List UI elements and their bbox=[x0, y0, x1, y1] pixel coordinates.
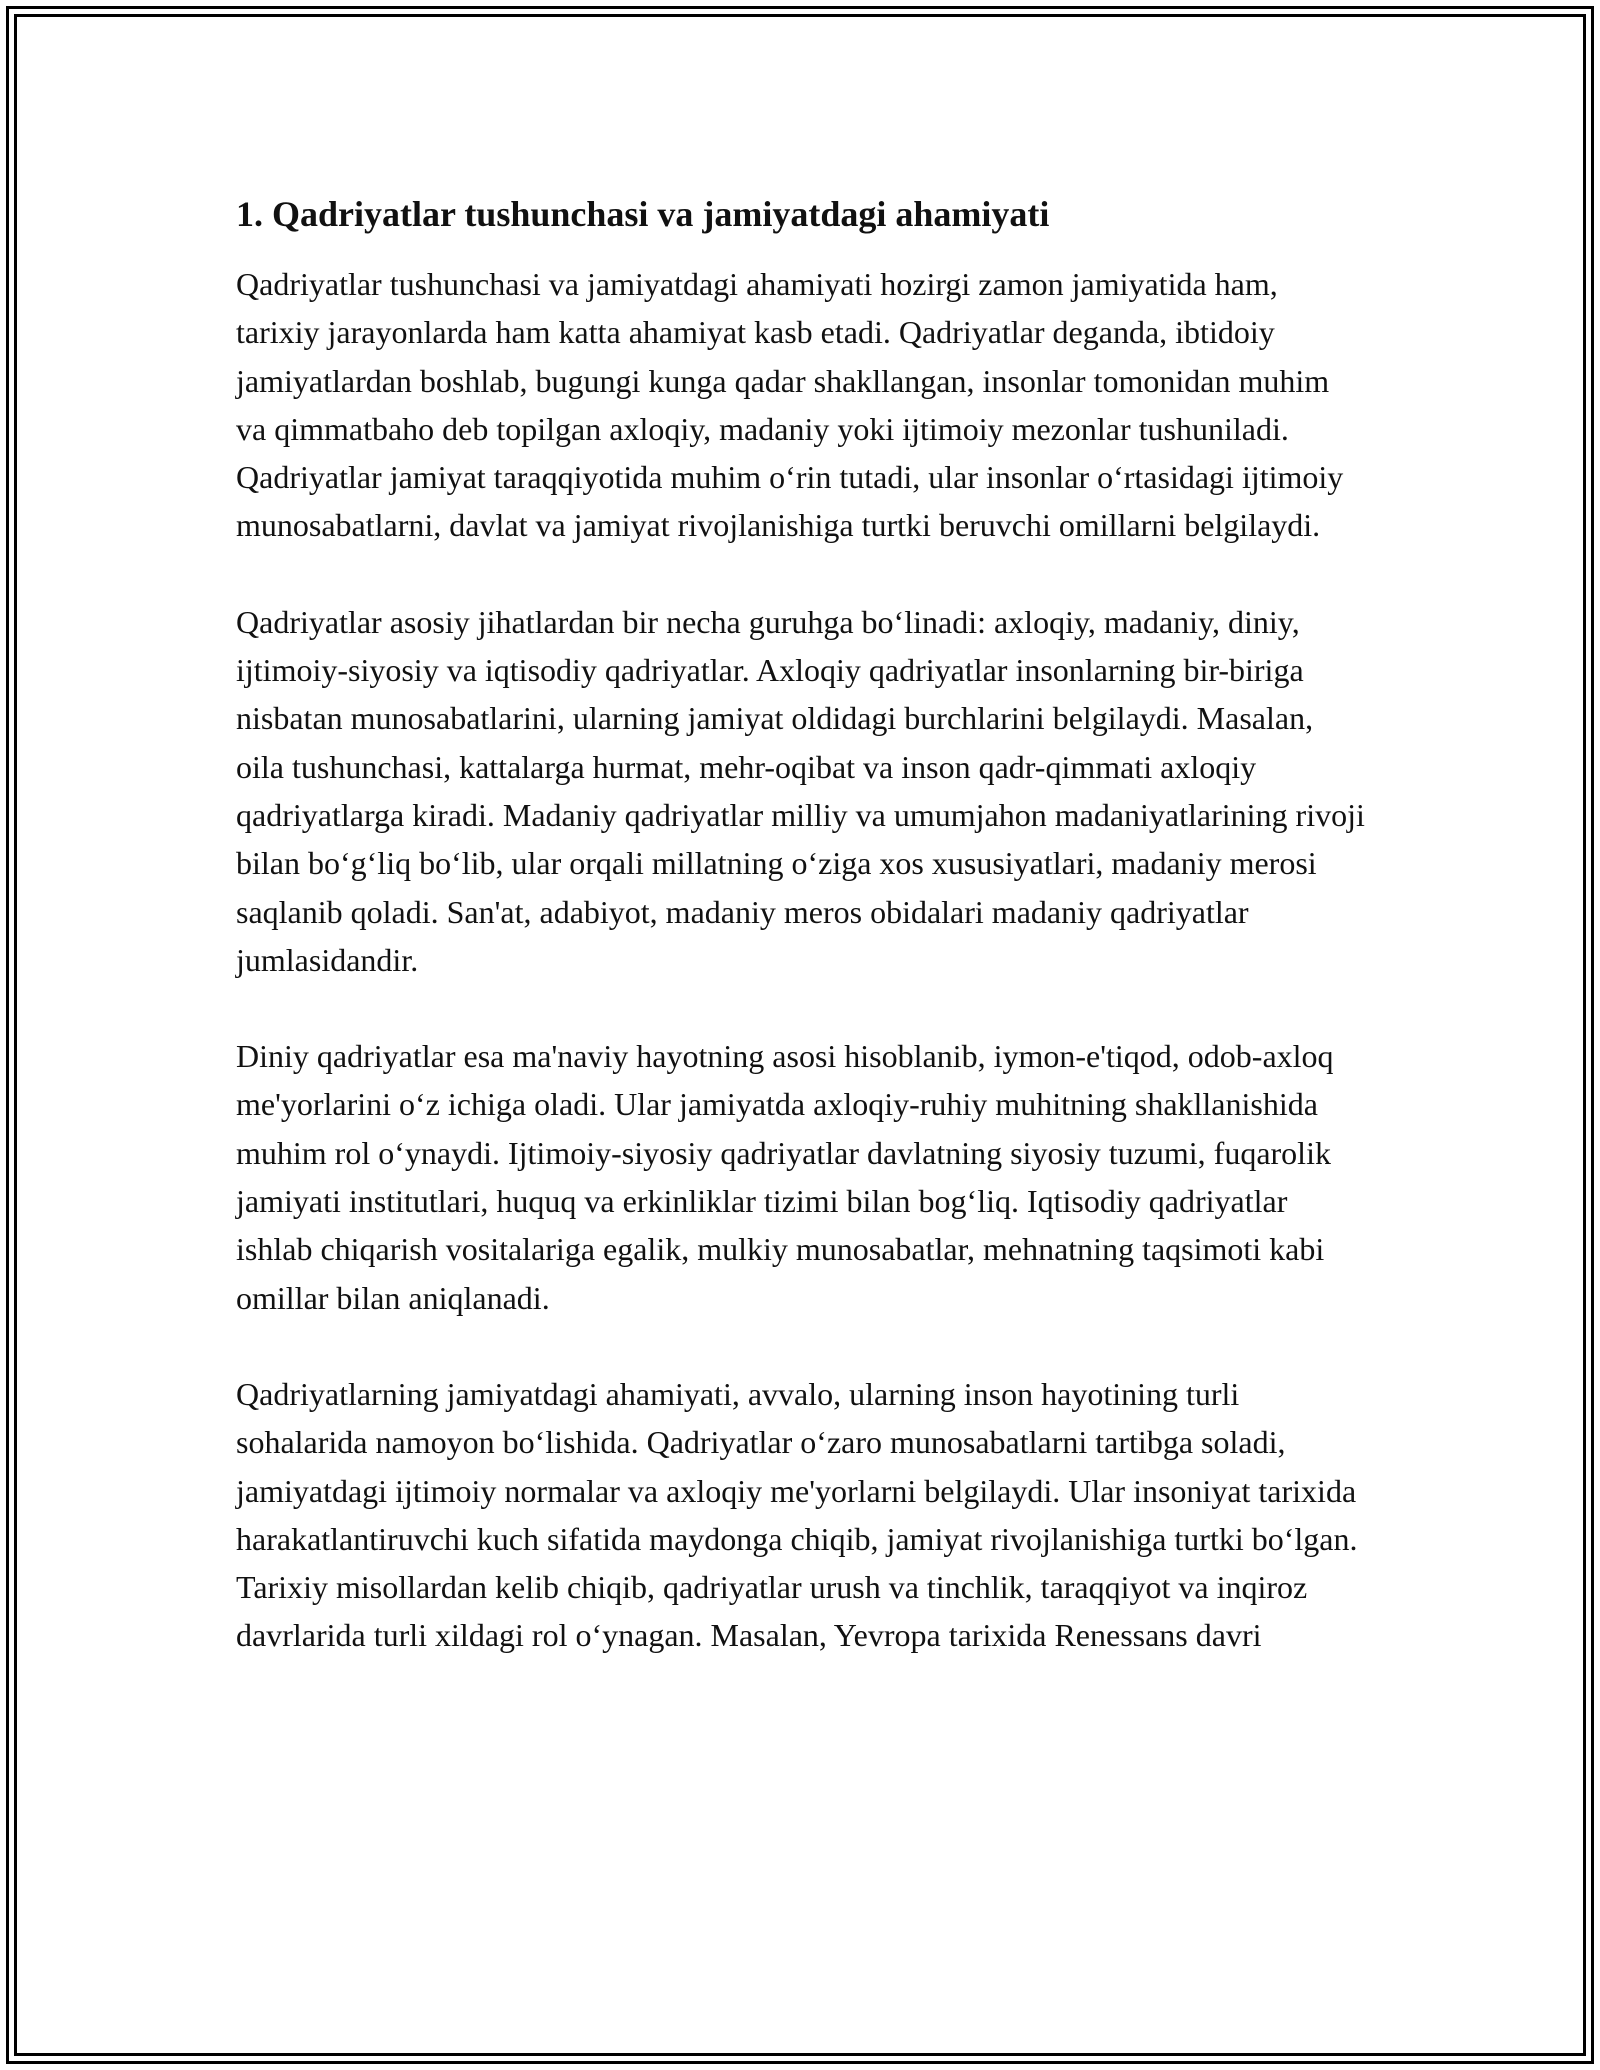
document-body bbox=[236, 190, 1366, 1708]
paragraph-4: Qadriyatlarning jamiyatdagi ahamiyati, avvalo, ularning inson hayotining turli sohalarida namoyon bo‘lishida. Qadriyatlar o‘zaro munosabatlarni tartibga soladi, jamiyatdagi ijtimoiy normalar va axloqiy me'yorlarni belgilaydi. Ular insoniyat tarixida harakatlantiruvchi kuch sifatida maydonga chiqib, jamiyat rivojlanishiga turtki bo‘lgan. Tarixiy misollardan kelib chiqib, qadriyatlar urush va tinchlik, taraqqiyot va inqiroz davrlarida turli xildagi rol o‘ynagan. Masalan, Yevropa tarixida Renessans davri bbox=[236, 1375, 1358, 1654]
paragraph-2: Qadriyatlar asosiy jihatlardan bir necha guruhga bo‘linadi: axloqiy, madaniy, diniy, ijtimoiy-siyosiy va iqtisodiy qadriyatlar. Axloqiy qadriyatlar insonlarning bir-biriga nisbatan munosabatlarini, ularning jamiyat oldidagi burchlarini belgilaydi. Masalan, oila tushunchasi, kattalarga hurmat, mehr-oqibat va inson qadr-qimmati axloqiy qadriyatlarga kiradi. Madaniy qadriyatlar milliy va umumjahon madaniyatlarining rivoji bilan bo‘g‘liq bo‘lib, ular orqali millatning o‘ziga xos xususiyatlari, madaniy merosi saqlanib qoladi. San'at, adabiyot, madaniy meros obidalari madaniy qadriyatlar jumlasidandir. bbox=[236, 603, 1365, 978]
paragraph-3: Diniy qadriyatlar esa ma'naviy hayotning asosi hisoblanib, iymon-e'tiqod, odob-axloq me'yorlarini o‘z ichiga oladi. Ular jamiyatda axloqiy-ruhiy muhitning shakllanishida muhim rol o‘ynaydi. Ijtimoiy-siyosiy qadriyatlar davlatning siyosiy tuzumi, fuqarolik jamiyati institutlari, huquq va erkinliklar tizimi bilan bog‘liq. Iqtisodiy qadriyatlar ishlab chiqarish vositalariga egalik, mulkiy munosabatlar, mehnatning taqsimoti kabi omillar bilan aniqlanadi. bbox=[236, 1038, 1334, 1316]
paragraph-1: Qadriyatlar tushunchasi va jamiyatdagi ahamiyati hozirgi zamon jamiyatida ham, tarixiy jarayonlarda ham katta ahamiyat kasb etadi. Qadriyatlar deganda, ibtidoiy jamiyatlardan boshlab, bugungi kunga qadar shakllangan, insonlar tomonidan muhim va qimmatbaho deb topilgan axloqiy, madaniy yoki ijtimoiy mezonlar tushuniladi. Qadriyatlar jamiyat taraqqiyotida muhim o‘rin tutadi, ular insonlar o‘rtasidagi ijtimoiy munosabatlarni, davlat va jamiyat rivojlanishiga turtki beruvchi omillarni belgilaydi. bbox=[236, 266, 1344, 544]
section-heading: 1. Qadriyatlar tushunchasi va jamiyatdagi ahamiyati bbox=[236, 194, 1050, 234]
